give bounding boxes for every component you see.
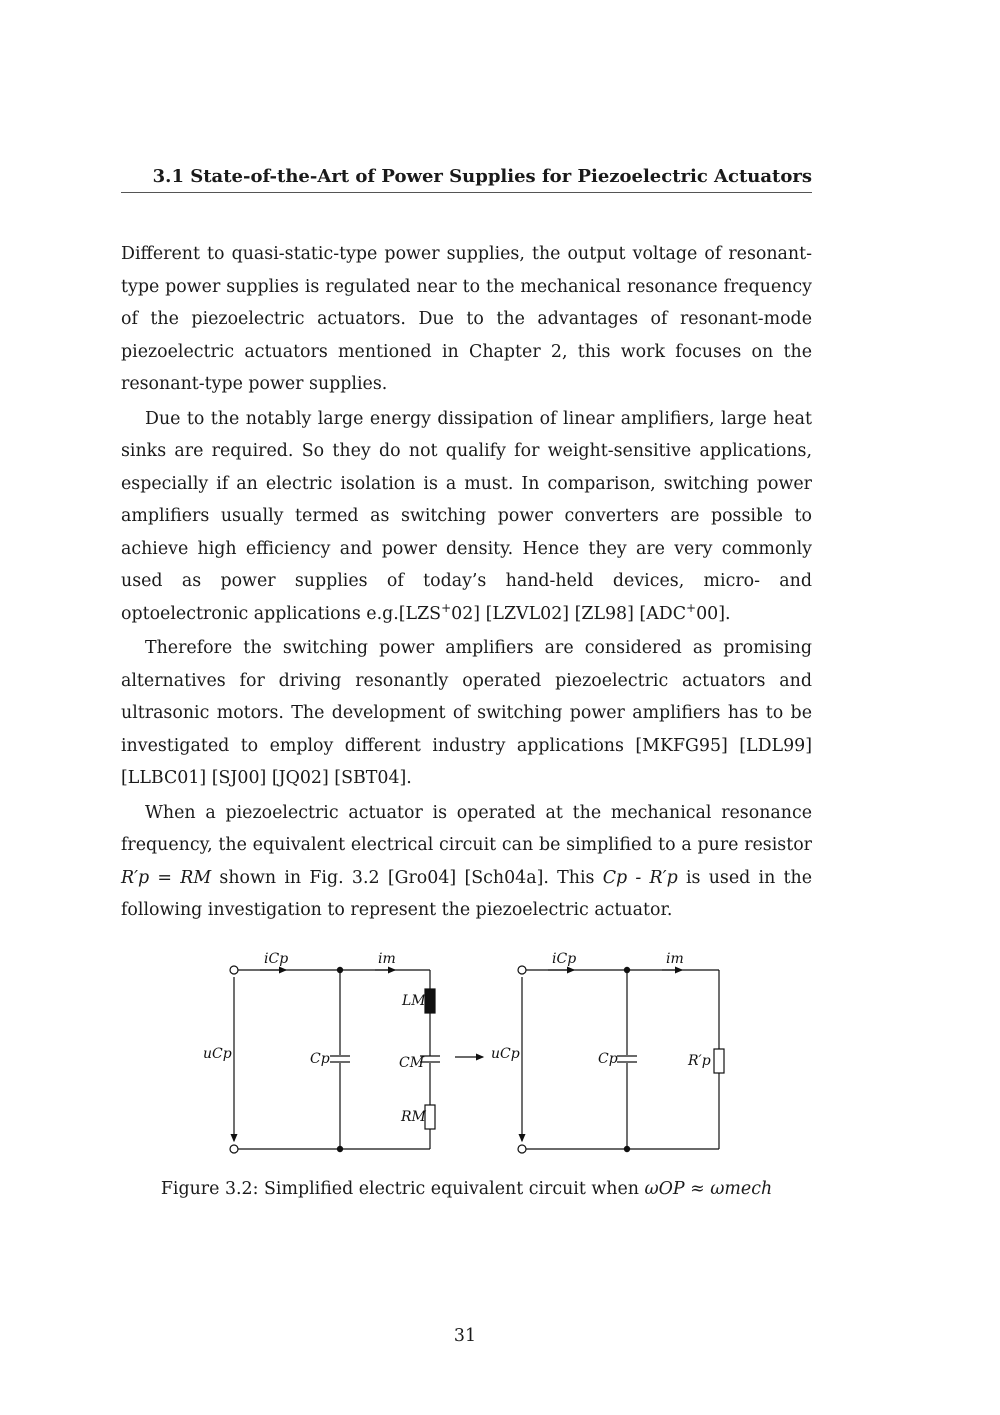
- math-cp-rp: Cp - R′p: [602, 867, 678, 888]
- terminal-top-left: [230, 966, 238, 974]
- page-number: 31: [453, 1326, 477, 1346]
- superscript-plus-2: +: [686, 600, 697, 615]
- math-rp-equals-rm: R′p = RM: [121, 867, 212, 888]
- label-rm: RM: [401, 1109, 426, 1125]
- terminal-top-right: [518, 966, 526, 974]
- label-lm: LM: [402, 993, 426, 1009]
- superscript-plus-1: +: [441, 600, 452, 615]
- label-cp-right: Cp: [598, 1051, 618, 1067]
- label-icp-left: iCp: [264, 951, 289, 967]
- paragraph-2-text-a: Due to the notably large energy dissipation of linear amplifiers, large heat sinks are required. So they do not qualify for weight-sensitive applications, especially if an electric isolation is a must. In comparison, switching power amplifiers usually termed as switching power converters are possible to achieve high efficiency and power density. Hence they are very commonly used as power supplies of today’s hand-held devices, micro- and optoelectronic applications e.g.[LZS: [121, 408, 812, 624]
- paragraph-2-text-c: 00].: [696, 603, 731, 624]
- inductor-lm: [425, 989, 435, 1013]
- paragraph-4: [121, 797, 812, 927]
- circuit-figure: [190, 945, 770, 1165]
- label-im-right: im: [666, 951, 684, 967]
- paragraph-4-text-a: When a piezoelectric actuator is operated at the mechanical resonance frequency, the equivalent electrical circuit can be simplified to a pure resistor: [121, 802, 812, 855]
- paragraph-3: Therefore the switching power amplifiers are considered as promising alternatives for driving resonantly operated piezoelectric actuators and ultrasonic motors. The development of switching power amplifiers has to be investigated to employ different industry applications [MKFG95] [LDL99] [LLBC01] [SJ00] [JQ02] [SBT04].: [121, 638, 812, 788]
- label-cp-left: Cp: [310, 1051, 330, 1067]
- paragraph-2: [121, 403, 812, 631]
- label-icp-right: iCp: [552, 951, 577, 967]
- label-ucp-left: uCp: [203, 1046, 232, 1062]
- resistor-rp: [714, 1049, 724, 1073]
- running-header: 3.1 State-of-the-Art of Power Supplies for Piezoelectric Actuators: [121, 165, 812, 193]
- paragraph-4-text-b: shown in Fig. 3.2 [Gro04] [Sch04a]. This: [211, 867, 603, 888]
- label-cm: CM: [399, 1055, 425, 1071]
- paragraph-2-text-b: 02] [LZVL02] [ZL98] [ADC: [451, 603, 687, 624]
- terminal-bottom-right: [518, 1145, 526, 1153]
- label-ucp-right: uCp: [491, 1046, 520, 1062]
- label-rp-right: R′p: [688, 1053, 711, 1069]
- caption-text: Figure 3.2: Simplified electric equivalent circuit when: [160, 1179, 645, 1199]
- figure-caption: [121, 1176, 812, 1202]
- label-im-left: im: [378, 951, 396, 967]
- terminal-bottom-left: [230, 1145, 238, 1153]
- paragraph-1: Different to quasi-static-type power supplies, the output voltage of resonant-type power supplies is regulated near to the mechanical resonance frequency of the piezoelectric actuators. Due to the advantages of resonant-mode piezoelectric actuators mentioned in Chapter 2, this work focuses on the resonant-type power supplies.: [121, 244, 812, 394]
- resistor-rm: [425, 1105, 435, 1129]
- caption-math: ωOP ≈ ωmech: [644, 1179, 773, 1199]
- body-text: [121, 238, 812, 929]
- circuit-diagram: [190, 945, 770, 1165]
- paragraph-4-text-c: is used in the following investigation to represent the piezoelectric actuator.: [121, 867, 812, 920]
